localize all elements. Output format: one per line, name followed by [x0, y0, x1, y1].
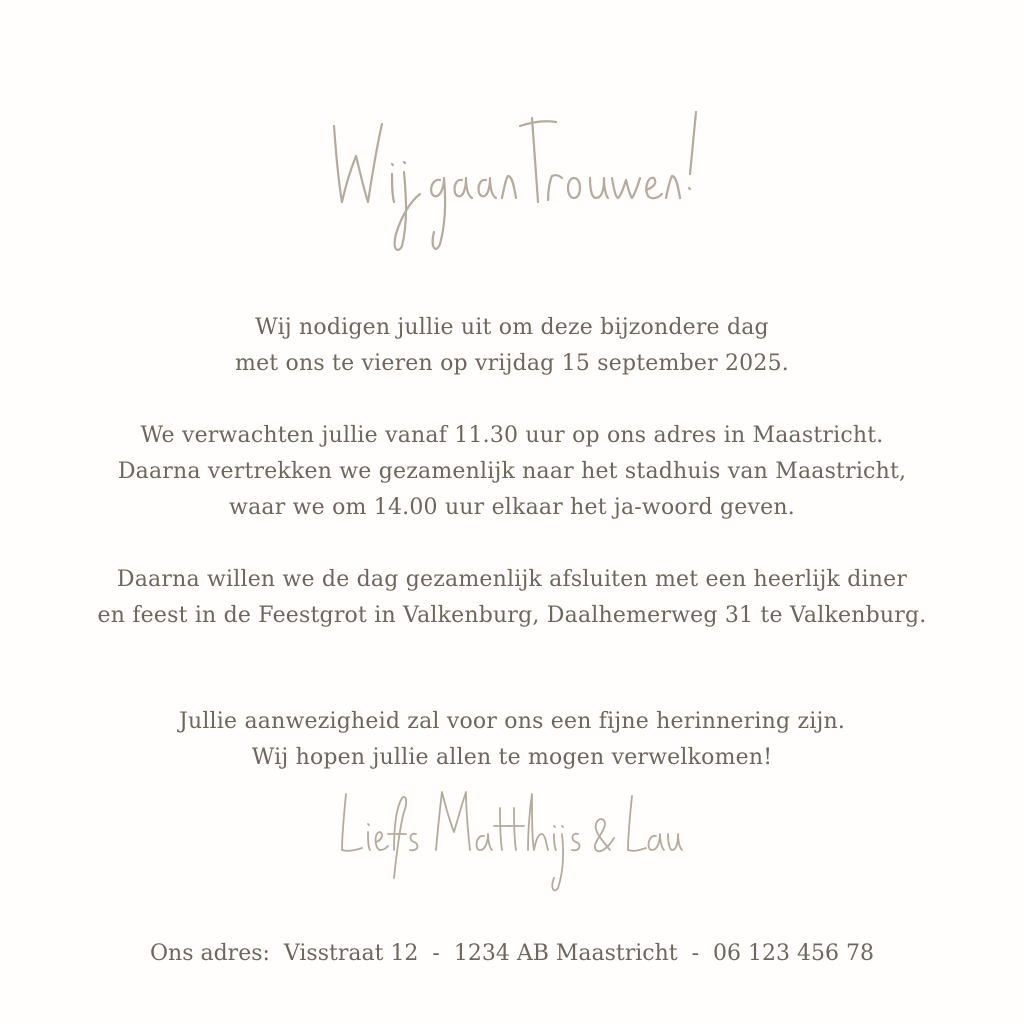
invitation-paragraph-dinner [0, 562, 1024, 634]
paragraph-line: We verwachten jullie vanaf 11.30 uur op ons adres in Maastricht. [140, 423, 884, 448]
script-title [0, 104, 1024, 264]
signature [0, 778, 1024, 898]
paragraph-line: Wij nodigen jullie uit om deze bijzondere dag [255, 315, 769, 340]
paragraph-line: Daarna willen we de dag gezamenlijk afsluiten met een heerlijk diner [116, 567, 908, 592]
footer-address: Ons adres: Visstraat 12 - 1234 AB Maastricht - 06 123 456 78 [149, 941, 874, 966]
paragraph-line: Jullie aanwezigheid zal voor ons een fijne herinnering zijn. [178, 709, 846, 734]
paragraph-line: Wij hopen jullie allen te mogen verwelkomen! [251, 745, 773, 770]
invitation-paragraph-ceremony [0, 418, 1024, 526]
signature-lettering [332, 778, 692, 898]
paragraph-line: met ons te vieren op vrijdag 15 september 2025. [235, 351, 789, 376]
invitation-paragraph-closing [0, 704, 1024, 776]
invitation-paragraph-date [0, 310, 1024, 382]
script-title-lettering [312, 104, 712, 264]
paragraph-line: en feest in de Feestgrot in Valkenburg, Daalhemerweg 31 te Valkenburg. [97, 603, 927, 628]
paragraph-line: Daarna vertrekken we gezamenlijk naar het stadhuis van Maastricht, [117, 459, 907, 484]
paragraph-line: waar we om 14.00 uur elkaar het ja-woord geven. [229, 495, 795, 520]
